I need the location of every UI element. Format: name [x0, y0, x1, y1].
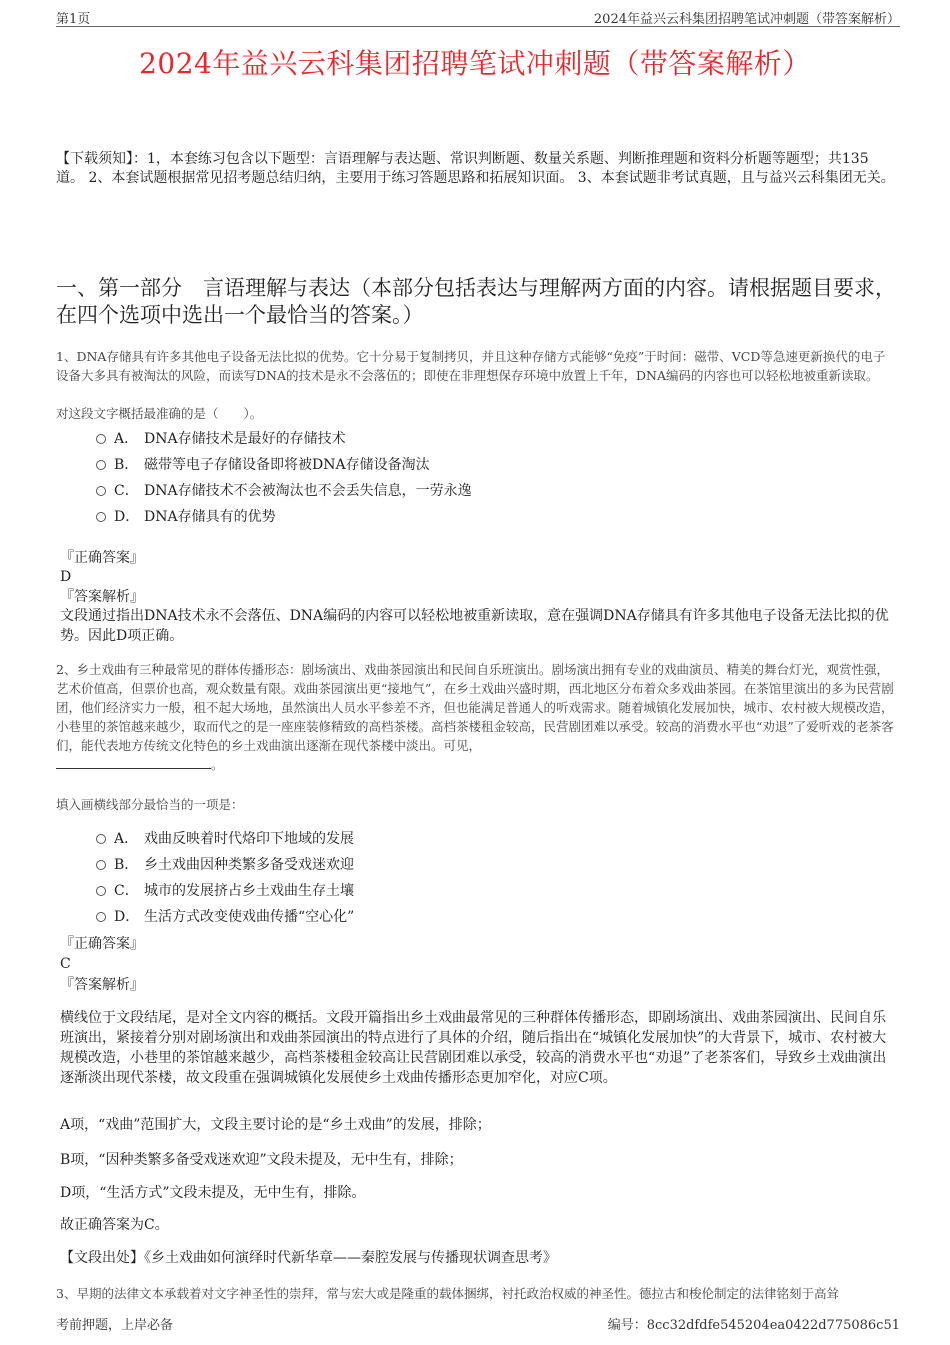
q1-analysis: 文段通过指出DNA技术永不会落伍、DNA编码的内容可以轻松地被重新读取，意在强调DNA存储具有许多其他电子设备无法比拟的优势。因此D项正确。 — [60, 608, 889, 644]
q2-stem: 2、乡土戏曲有三种最常见的群体传播形态：剧场演出、戏曲茶园演出和民间自乐班演出。剧场演出拥有专业的戏曲演员、精美的舞台灯光，观赏性强，艺术价值高，但票价也高，观众数量有限。戏曲茶园演出更“接地气”，在乡土戏曲兴盛时期，西北地区分布着众多戏曲茶园。在茶馆里演出的多为民营剧团，他们经济实力一般，租不起大场地，虽然演出人员水平参差不齐，但也能满足普通人的听戏需求。随着城镇化发展加快，城市、农村被大规模改造，小巷里的茶馆越来越少，取而代之的是一座座装修精致的高档茶楼。高档茶楼租金较高，民营剧团难以承受。较高的消费水平也“劝退”了爱听戏的老茶客们，能代表地方传统文化特色的乡土戏曲演出逐渐在现代茶楼中淡出。可见， 。 — [56, 662, 894, 772]
page-footer — [56, 1312, 900, 1332]
radio-icon[interactable] — [96, 886, 106, 896]
q1-option-b[interactable]: B． 磁带等电子存储设备即将被DNA存储设备淘汰 — [96, 455, 430, 475]
q2-option-c[interactable]: C． 城市的发展挤占乡土戏曲生存土壤 — [96, 881, 354, 901]
q2-conclusion: 故正确答案为C。 — [60, 1217, 169, 1233]
q2-a-note: A项，“戏曲”范围扩大，文段主要讨论的是“乡土戏曲”的发展，排除； — [60, 1117, 491, 1133]
radio-icon[interactable] — [96, 460, 106, 470]
q1-analysis-label: 『答案解析』 — [60, 589, 144, 605]
radio-icon[interactable] — [96, 512, 106, 522]
radio-icon[interactable] — [96, 434, 106, 444]
q2-option-b[interactable]: B． 乡土戏曲因种类繁多备受戏迷欢迎 — [96, 855, 354, 875]
q2-answer-label: 『正确答案』 — [60, 936, 144, 952]
q2-b-note: B项，“因种类繁多备受戏迷欢迎”文段未提及，无中生有，排除； — [60, 1152, 463, 1168]
radio-icon[interactable] — [96, 860, 106, 870]
page-number: 第1页 — [56, 12, 91, 27]
q2-source: 【文段出处】《乡土戏曲如何演绎时代新华章——秦腔发展与传播现状调查思考》 — [60, 1250, 557, 1266]
page-title: 2024年益兴云科集团招聘笔试冲刺题（带答案解析） — [139, 47, 811, 80]
q3-stem: 3、早期的法律文本承载着对文字神圣性的崇拜，常与宏大或是隆重的载体捆绑，衬托政治权威的神圣性。德拉古和梭伦制定的法律铭刻于高耸 — [56, 1286, 839, 1301]
fill-blank[interactable] — [56, 756, 211, 769]
q1-option-d[interactable]: D． DNA存储具有的优势 — [96, 507, 276, 527]
radio-icon[interactable] — [96, 486, 106, 496]
footer-slogan: 考前押题，上岸必备 — [56, 1318, 174, 1333]
footer-doc-id: 编号：8cc32dfdfe545204ea0422d775086c51 — [607, 1318, 900, 1333]
q2-option-d[interactable]: D． 生活方式改变使戏曲传播“空心化” — [96, 907, 354, 927]
q2-option-a[interactable]: A． 戏曲反映着时代烙印下地域的发展 — [96, 829, 354, 849]
header-doc-title: 2024年益兴云科集团招聘笔试冲刺题（带答案解析） — [593, 12, 900, 27]
q1-option-c[interactable]: C． DNA存储技术不会被淘汰也不会丢失信息，一劳永逸 — [96, 481, 472, 501]
radio-icon[interactable] — [96, 912, 106, 922]
q2-d-note: D项，“生活方式”文段未提及，无中生有，排除。 — [60, 1185, 366, 1201]
q1-answer-label: 『正确答案』 — [60, 550, 144, 566]
q1-ask: 对这段文字概括最准确的是（ ）。 — [56, 406, 263, 421]
page-header — [56, 6, 900, 27]
q1-stem: 1、DNA存储具有许多其他电子设备无法比拟的优势。它十分易于复制拷贝，并且这种存储方式能够“免疫”于时间：磁带、VCD等急速更新换代的电子设备大多具有被淘汰的风险，而读写DNA的技术是永不会落伍的；即使在非理想保存环境中放置上千年，DNA编码的内容也可以轻松地被重新读取。 — [56, 349, 886, 383]
q2-ask: 填入画横线部分最恰当的一项是： — [56, 797, 244, 812]
section-heading: 一、第一部分 言语理解与表达（本部分包括表达与理解两方面的内容。请根据题目要求，在四个选项中选出一个最恰当的答案。） — [56, 276, 896, 327]
q2-analysis-label: 『答案解析』 — [60, 977, 144, 993]
q2-analysis: 横线位于文段结尾，是对全文内容的概括。文段开篇指出乡土戏曲最常见的三种群体传播形态，即剧场演出、戏曲茶园演出、民间自乐班演出，紧接着分别对剧场演出和戏曲茶园演出的特点进行了具体的介绍，随后指出在“城镇化发展加快”的大背景下，城市、农村被大规模改造，小巷里的茶馆越来越少，高档茶楼租金较高让民营剧团难以承受，较高的消费水平也“劝退”了老茶客们，导致乡土戏曲演出逐渐淡出现代茶楼，故文段重在强调城镇化发展使乡土戏曲传播形态更加窄化，对应C项。 — [60, 1010, 887, 1086]
q1-option-a[interactable]: A． DNA存储技术是最好的存储技术 — [96, 429, 346, 449]
radio-icon[interactable] — [96, 834, 106, 844]
download-notice: 【下载须知】：1，本套练习包含以下题型：言语理解与表达题、常识判断题、数量关系题、判断推理题和资料分析题等题型；共135道。 2、本套试题根据常见招考题总结归纳，主要用于练习答题思路和拓展知识面。 3、本套试题非考试真题，且与益兴云科集团无关。 — [56, 151, 895, 186]
q2-answer: C — [60, 956, 71, 972]
q1-answer: D — [60, 569, 72, 585]
